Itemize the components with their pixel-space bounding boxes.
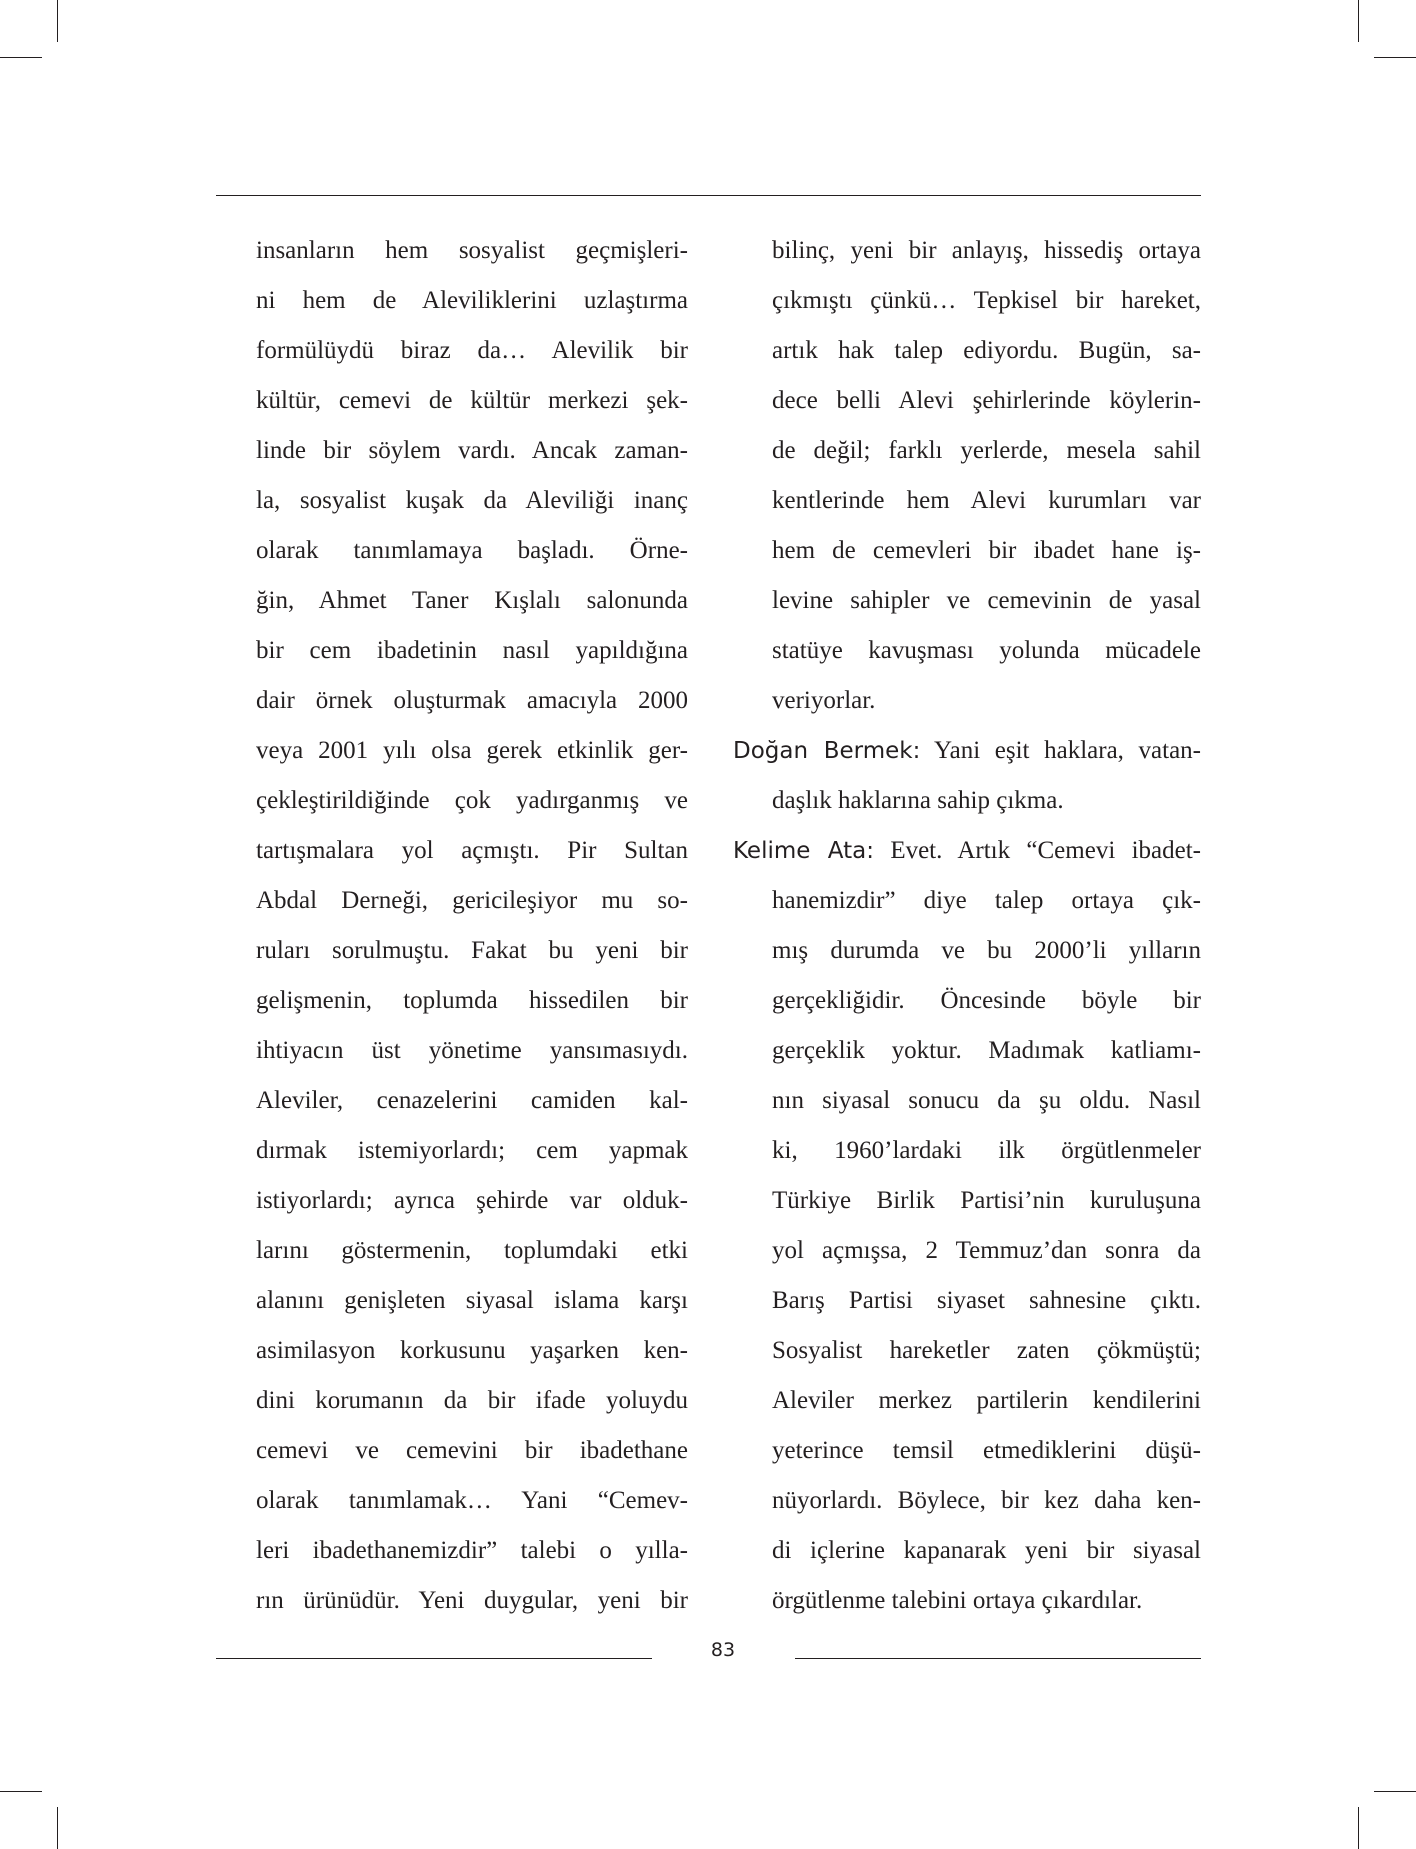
crop-mark-bottom-right-vertical	[1358, 1807, 1359, 1849]
body-line: bir cem ibadetinin nasıl yapıldığına	[256, 637, 688, 664]
speech-first-line	[733, 726, 1201, 776]
crop-mark-top-right-horizontal	[1374, 57, 1416, 58]
body-line: artık hak talep ediyordu. Bugün, sa-	[772, 337, 1201, 364]
right-column	[733, 226, 1201, 1626]
body-line: dırmak istemiyorlardı; cem yapmak	[256, 1137, 688, 1164]
body-line: kültür, cemevi de kültür merkezi şek-	[256, 387, 688, 414]
crop-mark-bottom-left-vertical	[57, 1807, 58, 1849]
body-line: leri ibadethanemizdir” talebi o yılla-	[256, 1537, 688, 1564]
body-line: hem de cemevleri bir ibadet hane iş-	[772, 537, 1201, 564]
body-line: alanını genişleten siyasal islama karşı	[256, 1287, 688, 1314]
body-line: di içlerine kapanarak yeni bir siyasal	[772, 1537, 1201, 1564]
body-line: yol açmışsa, 2 Temmuz’dan sonra da	[772, 1237, 1201, 1264]
left-column	[256, 226, 688, 1626]
body-line: örgütlenme talebini ortaya çıkardılar.	[772, 1587, 1143, 1614]
body-line: veriyorlar.	[772, 687, 876, 714]
body-line: asimilasyon korkusunu yaşarken ken-	[256, 1337, 688, 1364]
body-line: de değil; farklı yerlerde, mesela sahil	[772, 437, 1201, 464]
body-line: dece belli Alevi şehirlerinde köylerin-	[772, 387, 1201, 414]
body-line: ni hem de Aleviliklerini uzlaştırma	[256, 287, 688, 314]
body-line: yeterince temsil etmediklerini düşü-	[772, 1437, 1201, 1464]
body-line: levine sahipler ve cemevinin de yasal	[772, 587, 1201, 614]
body-line: daşlık haklarına sahip çıkma.	[772, 787, 1064, 814]
body-line: çıkmıştı çünkü… Tepkisel bir hareket,	[772, 287, 1201, 314]
body-line: olarak tanımlamak… Yani “Cemev-	[256, 1487, 688, 1514]
body-line: linde bir söylem vardı. Ancak zaman-	[256, 437, 688, 464]
body-line: Abdal Derneği, gericileşiyor mu so-	[256, 887, 688, 914]
speaker-name: Kelime Ata:	[733, 838, 874, 864]
body-line: Barış Partisi siyaset sahnesine çıktı.	[772, 1287, 1201, 1314]
body-line: ruları sorulmuştu. Fakat bu yeni bir	[256, 937, 688, 964]
speech-dogan-bermek	[733, 726, 1201, 826]
body-line: formülüydü biraz da… Alevilik bir	[256, 337, 688, 364]
body-line: larını göstermenin, toplumdaki etki	[256, 1237, 688, 1264]
body-line: Aleviler merkez partilerin kendilerini	[772, 1387, 1201, 1414]
body-line: la, sosyalist kuşak da Aleviliği inanç	[256, 487, 688, 514]
crop-mark-bottom-right-horizontal	[1374, 1791, 1416, 1792]
body-line: bilinç, yeni bir anlayış, hissediş ortaya	[772, 237, 1201, 264]
crop-mark-top-left-vertical	[57, 0, 58, 42]
page-number: 83	[710, 1639, 736, 1661]
crop-mark-top-left-horizontal	[0, 57, 42, 58]
body-line: nın siyasal sonucu da şu oldu. Nasıl	[772, 1087, 1201, 1114]
body-line: veya 2001 yılı olsa gerek etkinlik ger-	[256, 737, 688, 764]
body-line: çekleştirildiğinde çok yadırganmış ve	[256, 787, 688, 814]
body-line: insanların hem sosyalist geçmişleri-	[256, 237, 688, 264]
body-line: istiyorlardı; ayrıca şehirde var olduk-	[256, 1187, 688, 1214]
body-line: hanemizdir” diye talep ortaya çık-	[772, 887, 1201, 914]
body-line: rın ürünüdür. Yeni duygular, yeni bir	[256, 1587, 688, 1614]
header-rule	[216, 195, 1201, 196]
body-line: ihtiyacın üst yönetime yansımasıydı.	[256, 1037, 688, 1064]
body-line: nüyorlardı. Böylece, bir kez daha ken-	[772, 1487, 1201, 1514]
crop-mark-bottom-left-horizontal	[0, 1791, 42, 1792]
body-line: dair örnek oluşturmak amacıyla 2000	[256, 687, 688, 714]
body-line: ki, 1960’lardaki ilk örgütlenmeler	[772, 1137, 1201, 1164]
body-line: statüye kavuşması yolunda mücadele	[772, 637, 1201, 664]
body-line: olarak tanımlamaya başladı. Örne-	[256, 537, 688, 564]
footer-rule-left	[216, 1658, 652, 1659]
footer-rule-right	[795, 1658, 1201, 1659]
body-line: gerçekliğidir. Öncesinde böyle bir	[772, 987, 1201, 1014]
body-line: gerçeklik yoktur. Madımak katliamı-	[772, 1037, 1201, 1064]
crop-mark-top-right-vertical	[1358, 0, 1359, 42]
speech-text: Evet. Artık “Cemevi ibadet-	[874, 837, 1201, 864]
body-line: Aleviler, cenazelerini camiden kal-	[256, 1087, 688, 1114]
speaker-name: Doğan Bermek:	[733, 738, 921, 764]
body-line: Türkiye Birlik Partisi’nin kuruluşuna	[772, 1187, 1201, 1214]
speech-kelime-ata	[733, 826, 1201, 1626]
body-line: gelişmenin, toplumda hissedilen bir	[256, 987, 688, 1014]
speech-first-line	[733, 826, 1201, 876]
speech-text: Yani eşit haklara, vatan-	[920, 737, 1201, 764]
body-line: kentlerinde hem Alevi kurumları var	[772, 487, 1201, 514]
body-line: ğin, Ahmet Taner Kışlalı salonunda	[256, 587, 688, 614]
body-line: Sosyalist hareketler zaten çökmüştü;	[772, 1337, 1201, 1364]
body-line: tartışmalara yol açmıştı. Pir Sultan	[256, 837, 688, 864]
body-line: dini korumanın da bir ifade yoluydu	[256, 1387, 688, 1414]
body-line: cemevi ve cemevini bir ibadethane	[256, 1437, 688, 1464]
continuation-paragraph	[733, 226, 1201, 726]
body-line: mış durumda ve bu 2000’li yılların	[772, 937, 1201, 964]
